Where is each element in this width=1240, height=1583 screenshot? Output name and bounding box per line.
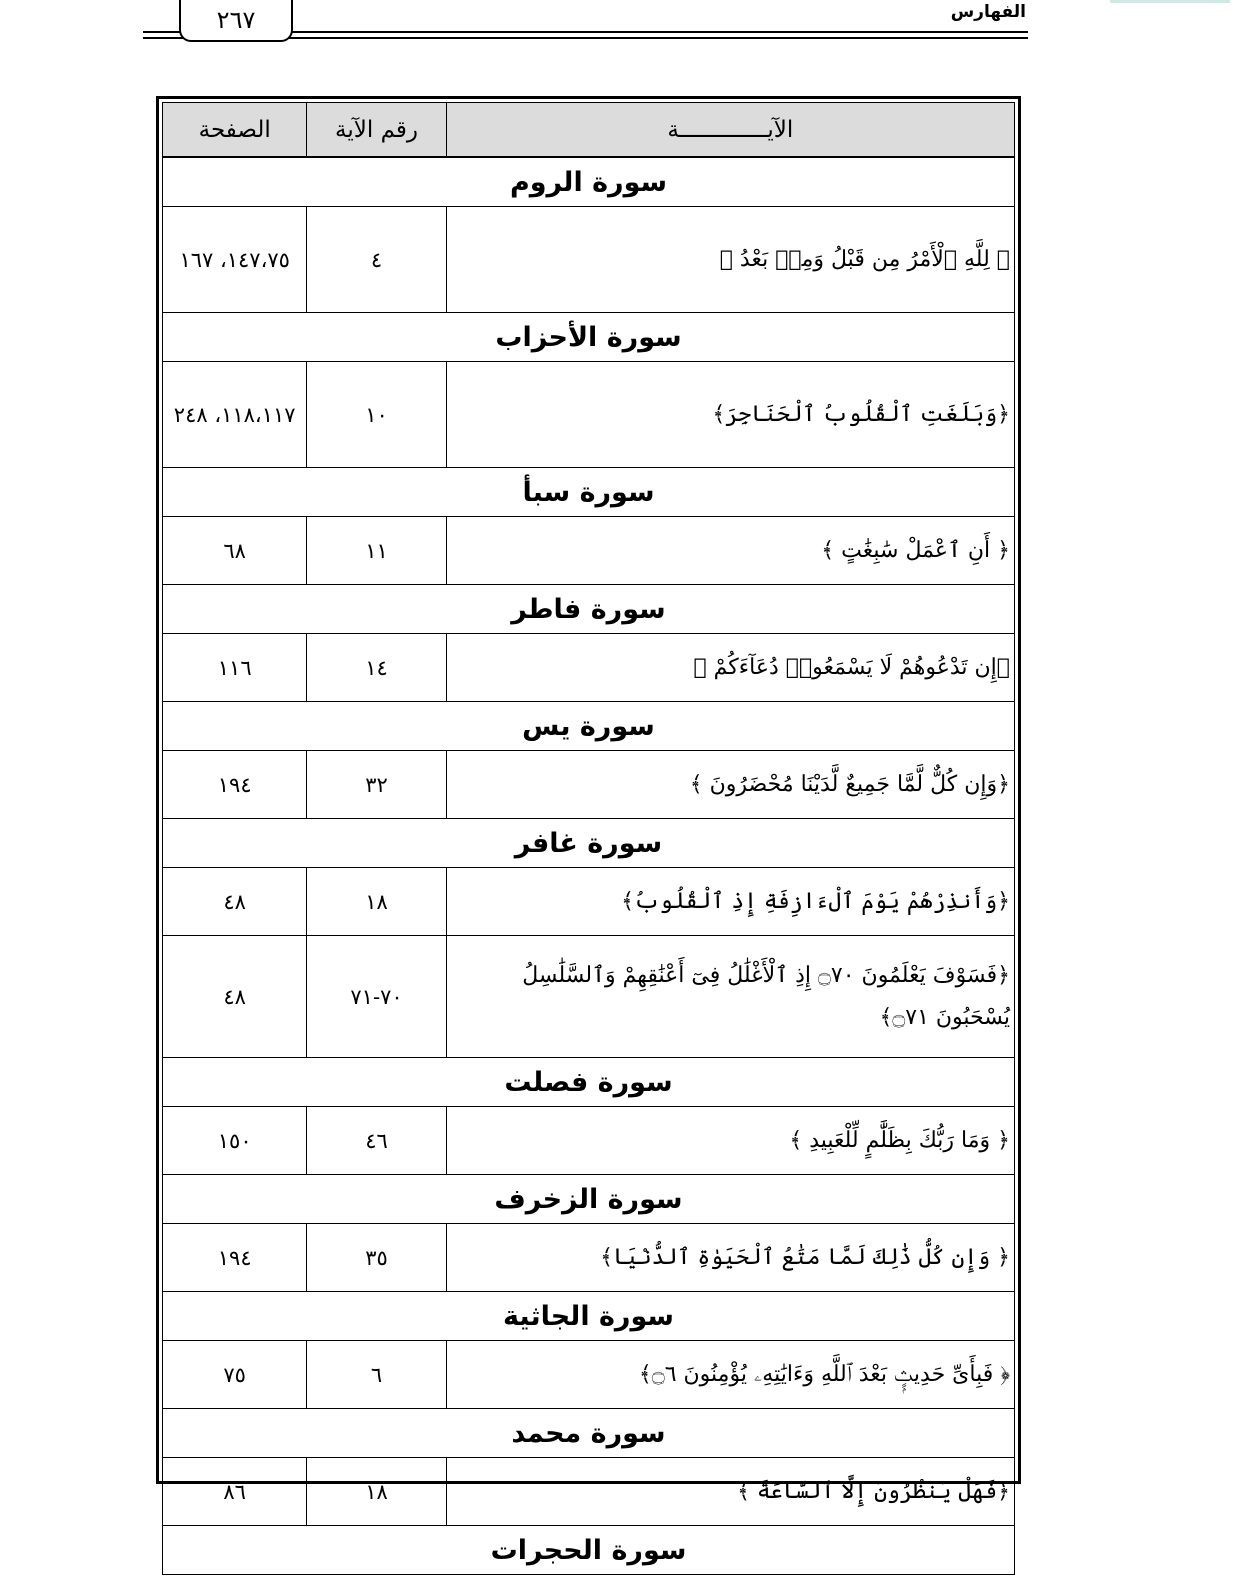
surah-name: سورة الأحزاب [163,313,1015,362]
column-header-verse-number: رقم الآية [307,103,446,158]
page-reference: ٧٥ [163,1341,307,1409]
verse-text: ﴿ وَإِن كُلُّ ذَٰلِكَ لَمَّا مَتَٰعُ ٱلْحَيَوٰةِ ٱلدُّنْيَا﴾ [446,1224,1014,1292]
page-reference: ١٥٠ [163,1107,307,1175]
verse-number: ١٤ [307,634,446,702]
verse-text: ﴿وَبَلَغَتِ ٱلْقُلُوبُ ٱلْحَنَاجِرَ﴾ [446,362,1014,468]
surah-name: سورة فاطر [163,585,1015,634]
running-title: الفهارس [950,2,1026,22]
page-reference: ١٤٧،٧٥، ١٦٧ [163,207,307,313]
surah-name: سورة الجاثية [163,1292,1015,1341]
verse-number: ١٨ [307,868,446,936]
verse-number: ١٨ [307,1458,446,1526]
page-reference: ١١٨،١١٧، ٢٤٨ [163,362,307,468]
surah-heading-row [163,1526,1015,1575]
verse-number: ٤٦ [307,1107,446,1175]
surah-heading-row [163,1058,1015,1107]
table-header-row [163,103,1015,158]
surah-heading-row [163,1292,1015,1341]
page-number: ٢٦٧ [179,0,293,42]
verse-text: ﴿ لِلَّهِ ٱلْأَمْرُ مِن قَبْلُ وَمِنۢ بَعْدُ ﴾ [446,207,1014,313]
page-reference: ٨٦ [163,1458,307,1526]
surah-heading-row [163,1175,1015,1224]
page-reference: ٤٨ [163,868,307,936]
column-header-page: الصفحة [163,103,307,158]
verse-number: ٧٠-٧١ [307,936,446,1058]
surah-heading-row [163,157,1015,207]
verse-number: ١٠ [307,362,446,468]
table-row [163,207,1015,313]
verse-text: ﴿ وَمَا رَبُّكَ بِظَلَّٰمٍ لِّلْعَبِيدِ ﴾ [446,1107,1014,1175]
table-row [163,362,1015,468]
index-table [162,102,1015,1575]
surah-name: سورة محمد [163,1409,1015,1458]
corner-mark [1110,0,1230,3]
surah-heading-row [163,585,1015,634]
verse-text: ﴿فَسَوْفَ يَعْلَمُونَ ۝٧٠ إِذِ ٱلْأَغْلَٰلُ فِىٓ أَعْنَٰقِهِمْ وَٱلسَّلَٰسِلُ يُسْحَبُونَ ۝٧١﴾ [446,936,1014,1058]
verse-number: ٤ [307,207,446,313]
column-header-verse: الآيـــــــــــــة [446,103,1014,158]
verse-text: ﴿وَإِن كُلٌّ لَّمَّا جَمِيعٌ لَّدَيْنَا مُحْضَرُونَ ﴾ [446,751,1014,819]
page-reference: ١٩٤ [163,1224,307,1292]
surah-heading-row [163,819,1015,868]
page-reference: ١٩٤ [163,751,307,819]
page-header [143,0,1028,46]
table-row [163,868,1015,936]
verse-text: ﴿فَهَلْ يَنظُرُونَ إِلَّا ٱلسَّاعَةَ ﴾ [446,1458,1014,1526]
verse-index-table [156,96,1021,1566]
page-reference: ٦٨ [163,517,307,585]
surah-heading-row [163,1409,1015,1458]
surah-name: سورة فصلت [163,1058,1015,1107]
verse-number: ٣٢ [307,751,446,819]
surah-name: سورة الحجرات [163,1526,1015,1575]
surah-name: سورة غافر [163,819,1015,868]
surah-name: سورة الزخرف [163,1175,1015,1224]
table-row [163,1107,1015,1175]
surah-name: سورة يس [163,702,1015,751]
verse-number: ٦ [307,1341,446,1409]
table-row [163,936,1015,1058]
verse-number: ١١ [307,517,446,585]
table-body [163,157,1015,1575]
verse-text: ﴿وَأَنذِرْهُمْ يَوْمَ ٱلْءَازِفَةِ إِذِ ٱلْقُلُوبُ﴾ [446,868,1014,936]
table-row [163,1458,1015,1526]
surah-name: سورة سبأ [163,468,1015,517]
table-row [163,517,1015,585]
verse-text: ﴿إِن تَدْعُوهُمْ لَا يَسْمَعُوا۟ دُعَآءَكُمْ ﴾ [446,634,1014,702]
verse-text: ﴿ أَنِ ٱعْمَلْ سَٰبِغَٰتٍ ﴾ [446,517,1014,585]
verse-number: ٣٥ [307,1224,446,1292]
table-row [163,634,1015,702]
page-reference: ١١٦ [163,634,307,702]
surah-heading-row [163,468,1015,517]
table-row [163,751,1015,819]
table-row [163,1224,1015,1292]
verse-text: ﴿ فَبِأَىِّ حَدِيثٍۭ بَعْدَ ٱللَّهِ وَءَايَٰتِهِۦ يُؤْمِنُونَ ۝٦﴾ [446,1341,1014,1409]
surah-name: سورة الروم [163,157,1015,207]
surah-heading-row [163,313,1015,362]
page-reference: ٤٨ [163,936,307,1058]
surah-heading-row [163,702,1015,751]
table-row [163,1341,1015,1409]
